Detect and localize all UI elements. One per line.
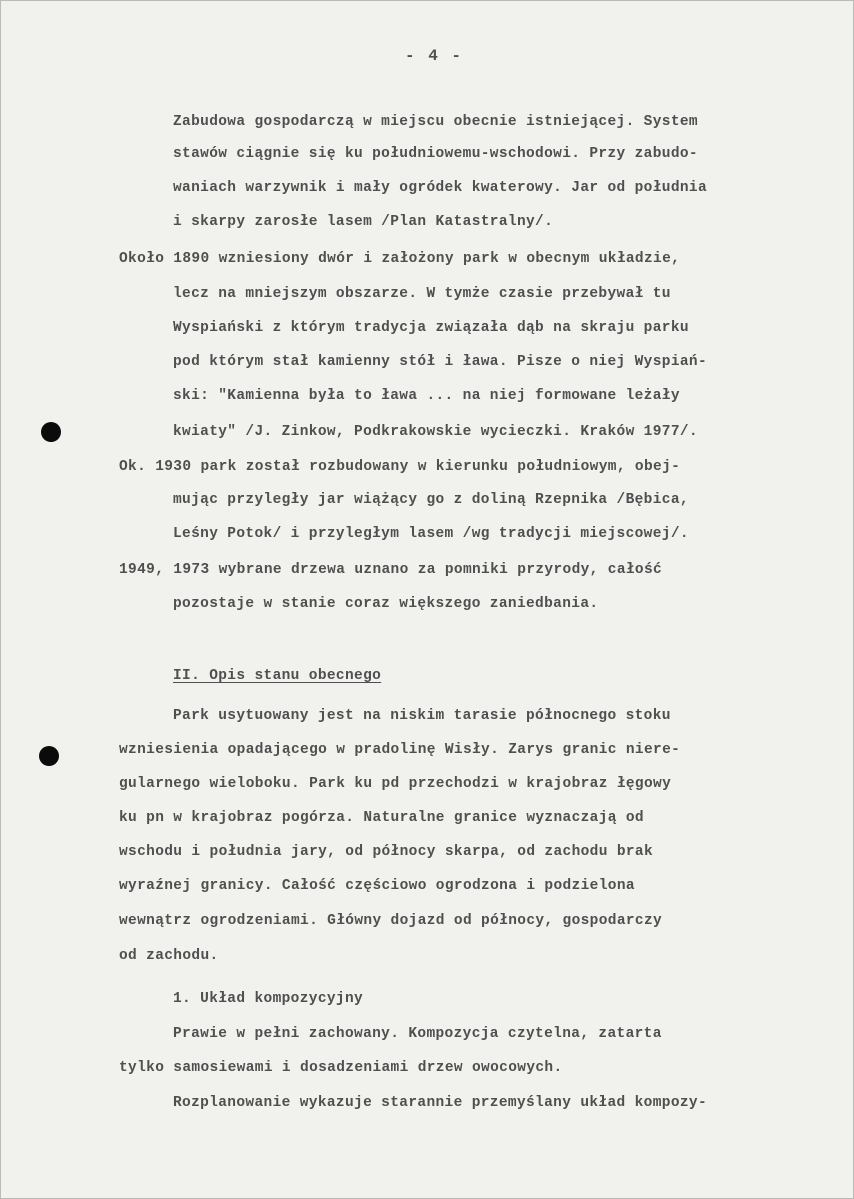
text-line: stawów ciągnie się ku południowemu-wschodowi. Przy zabudo- [173,146,698,162]
text-line: wyraźnej granicy. Całość częściowo ogrodzona i podzielona [119,878,635,894]
text-line: Rozplanowanie wykazuje starannie przemyślany układ kompozy- [173,1095,708,1111]
text-line: pozostaje w stanie coraz większego zaniedbania. [173,596,599,612]
text-line: 1. Układ kompozycyjny [173,991,364,1007]
text-line: gularnego wieloboku. Park ku pd przechodzi w krajobraz łęgowy [119,776,672,792]
text-line: Park usytuowany jest na niskim tarasie północnego stoku [173,708,671,724]
text-line: wzniesienia opadającego w pradolinę Wisły. Zarys granic niere- [119,742,681,758]
text-line: i skarpy zarosłe lasem /Plan Katastralny/. [173,214,554,230]
text-line: Prawie w pełni zachowany. Kompozycja czytelna, zatarta [173,1026,662,1042]
text-line: Leśny Potok/ i przyległym lasem /wg tradycji miejscowej/. [173,526,689,542]
text-line: tylko samosiewami i dosadzeniami drzew owocowych. [119,1060,563,1076]
text-line: waniach warzywnik i mały ogródek kwaterowy. Jar od południa [173,180,708,196]
punch-hole [41,422,61,442]
text-line: mując przyległy jar wiążący go z doliną Rzepnika /Bębica, [173,492,689,508]
text-line: Wyspiański z którym tradycja związała dąb na skraju parku [173,320,689,336]
text-line: lecz na mniejszym obszarze. W tymże czasie przebywał tu [173,286,671,302]
text-line: ski: "Kamienna była to ława ... na niej formowane leżały [173,388,680,404]
text-line: Ok. 1930 park został rozbudowany w kierunku południowym, obej- [119,459,681,475]
text-line: Zabudowa gospodarczą w miejscu obecnie istniejącej. System [173,114,698,130]
text-line: wewnątrz ogrodzeniami. Główny dojazd od północy, gospodarczy [119,913,663,929]
page-number: - 4 - [405,47,464,65]
text-line: Około 1890 wzniesiony dwór i założony park w obecnym układzie, [119,251,681,267]
text-line: od zachodu. [119,948,219,964]
text-line: ku pn w krajobraz pogórza. Naturalne granice wyznaczają od [119,810,644,826]
punch-hole [39,746,59,766]
text-line: 1949, 1973 wybrane drzewa uznano za pomniki przyrody, całość [119,562,663,578]
text-line: kwiaty" /J. Zinkow, Podkrakowskie wycieczki. Kraków 1977/. [173,424,698,440]
text-line: wschodu i południa jary, od północy skarpa, od zachodu brak [119,844,654,860]
section-heading: II. Opis stanu obecnego [173,668,382,684]
text-line: pod którym stał kamienny stół i ława. Pisze o niej Wyspiań- [173,354,708,370]
